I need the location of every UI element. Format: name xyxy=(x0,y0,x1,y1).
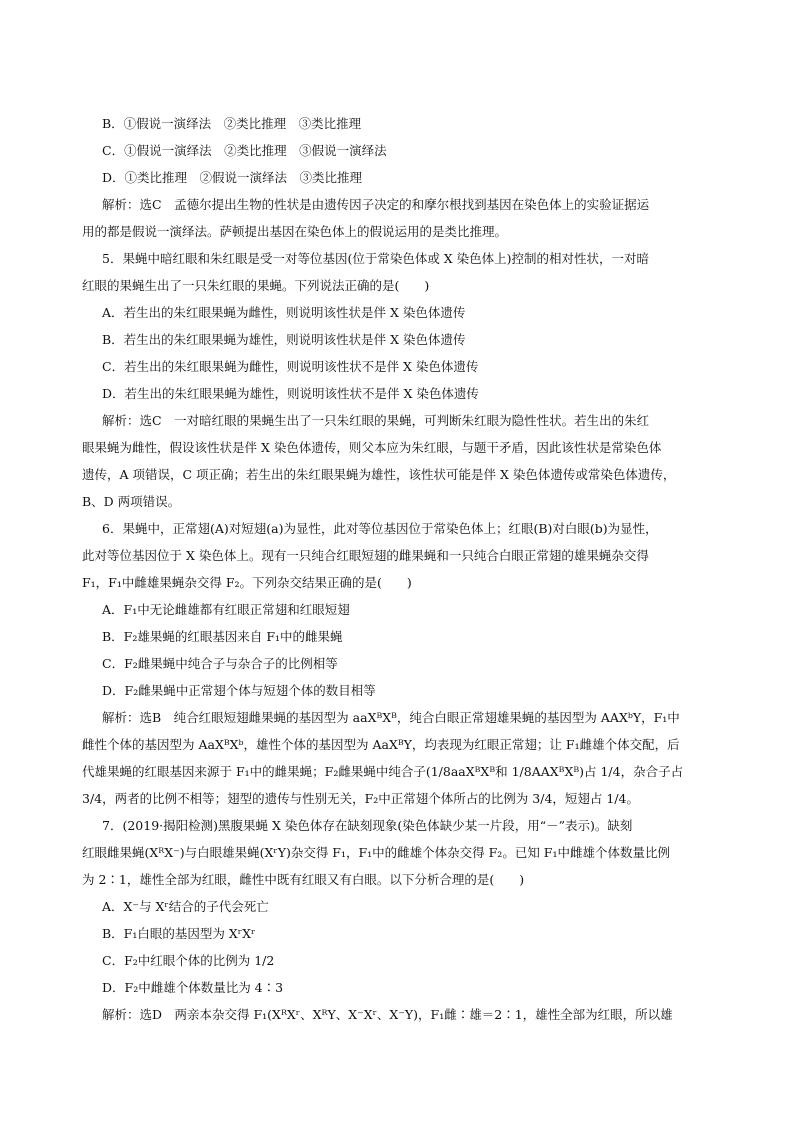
q6-stem-line: 此对等位基因位于 X 染色体上。现有一只纯合红眼短翅的雌果蝇和一只纯合白眼正常翅的雄果蝇杂交得 xyxy=(82,548,649,563)
q7-option-c: C．F₂中红眼个体的比例为 1/2 xyxy=(102,953,275,968)
q5-analysis-line: 眼果蝇为雌性，假设该性状是伴 X 染色体遗传，则父本应为朱红眼，与题干矛盾，因此该性状是常染色体 xyxy=(82,440,662,455)
q5-option-c: C．若生出的朱红眼果蝇为雌性，则说明该性状不是伴 X 染色体遗传 xyxy=(102,359,479,374)
question-6 xyxy=(82,515,722,812)
q4-option-c: C．①假说一演绎法 ②类比推理 ③假说一演绎法 xyxy=(102,143,387,158)
document-body xyxy=(82,110,722,1028)
q7-analysis-line: 解析：选D 两亲本杂交得 F₁(XᴿXʳ、XᴿY、X⁻Xʳ、X⁻Y)，F₁雌∶雄＝2∶1，雄性全部为红眼，所以雄 xyxy=(102,1007,673,1022)
q7-option-d: D．F₂中雌雄个体数量比为 4∶3 xyxy=(102,980,284,995)
q6-option-b: B．F₂雄果蝇的红眼基因来自 F₁中的雌果蝇 xyxy=(102,629,343,644)
q6-option-c: C．F₂雌果蝇中纯合子与杂合子的比例相等 xyxy=(102,656,338,671)
question-4 xyxy=(82,110,722,245)
question-5 xyxy=(82,245,722,515)
q5-option-a: A．若生出的朱红眼果蝇为雌性，则说明该性状是伴 X 染色体遗传 xyxy=(102,305,466,320)
q5-option-d: D．若生出的朱红眼果蝇为雄性，则说明该性状不是伴 X 染色体遗传 xyxy=(102,386,479,401)
q4-analysis-line: 解析：选C 孟德尔提出生物的性状是由遗传因子决定的和摩尔根找到基因在染色体上的实验证据运 xyxy=(102,197,650,212)
q6-stem-line: F₁，F₁中雌雄果蝇杂交得 F₂。下列杂交结果正确的是( ) xyxy=(82,575,412,590)
q6-analysis-line: 雌性个体的基因型为 AaXᴮXᵇ，雄性个体的基因型为 AaXᴮY，均表现为红眼正常翅；让 F₁雌雄个体交配，后 xyxy=(82,737,680,752)
q7-stem-line: 红眼雌果蝇(XᴿX⁻)与白眼雄果蝇(XʳY)杂交得 F₁，F₁中的雌雄个体杂交得 F₂。已知 F₁中雌雄个体数量比例 xyxy=(82,845,670,860)
q5-stem-line: 5．果蝇中暗红眼和朱红眼是受一对等位基因(位于常染色体或 X 染色体上)控制的相对性状，一对暗 xyxy=(102,251,650,266)
q4-analysis-line: 用的都是假说一演绎法。萨顿提出基因在染色体上的假说运用的是类比推理。 xyxy=(82,224,508,239)
q6-analysis-line: 解析：选B 纯合红眼短翅雌果蝇的基因型为 aaXᴮXᴮ，纯合白眼正常翅雄果蝇的基因型为 AAXᵇY，F₁中 xyxy=(102,710,680,725)
q7-stem-line: 7．(2019·揭阳检测)黑腹果蝇 X 染色体存在缺刻现象(染色体缺少某一片段，用“－”表示)。缺刻 xyxy=(102,818,633,833)
q6-analysis-line: 代雄果蝇的红眼基因来源于 F₁中的雌果蝇；F₂雌果蝇中纯合子(1/8aaXᴮXᴮ和 1/8AAXᴮXᴮ)占 1/4，杂合子占 xyxy=(82,764,684,779)
q5-analysis-line: B、D 两项错误。 xyxy=(82,494,181,509)
q6-option-d: D．F₂雌果蝇中正常翅个体与短翅个体的数目相等 xyxy=(102,683,376,698)
q5-analysis-line: 解析：选C 一对暗红眼的果蝇生出了一只朱红眼的果蝇，可判断朱红眼为隐性性状。若生出的朱红 xyxy=(102,413,650,428)
q4-option-b: B．①假说一演绎法 ②类比推理 ③类比推理 xyxy=(102,116,362,131)
q5-stem-line: 红眼的果蝇生出了一只朱红眼的果蝇。下列说法正确的是( ) xyxy=(82,278,430,293)
q5-option-b: B．若生出的朱红眼果蝇为雄性，则说明该性状是伴 X 染色体遗传 xyxy=(102,332,466,347)
q7-option-b: B．F₁白眼的基因型为 XʳXʳ xyxy=(102,926,256,941)
q6-analysis-line: 3/4，两者的比例不相等；翅型的遗传与性别无关，F₂中正常翅个体所占的比例为 3/4，短翅占 1/4。 xyxy=(82,791,639,806)
question-7 xyxy=(82,812,722,1028)
q7-stem-line: 为 2∶1，雄性全部为红眼，雌性中既有红眼又有白眼。以下分析合理的是( ) xyxy=(82,872,525,887)
q4-option-d: D．①类比推理 ②假说一演绎法 ③类比推理 xyxy=(102,170,363,185)
q6-option-a: A．F₁中无论雌雄都有红眼正常翅和红眼短翅 xyxy=(102,602,350,617)
q7-option-a: A．X⁻与 Xʳ结合的子代会死亡 xyxy=(102,899,269,914)
q6-stem-line: 6．果蝇中，正常翅(A)对短翅(a)为显性，此对等位基因位于常染色体上；红眼(B)对白眼(b)为显性， xyxy=(102,521,658,536)
q5-analysis-line: 遗传，A 项错误，C 项正确；若生出的朱红眼果蝇为雄性，该性状可能是伴 X 染色体遗传或常染色体遗传， xyxy=(82,467,676,482)
